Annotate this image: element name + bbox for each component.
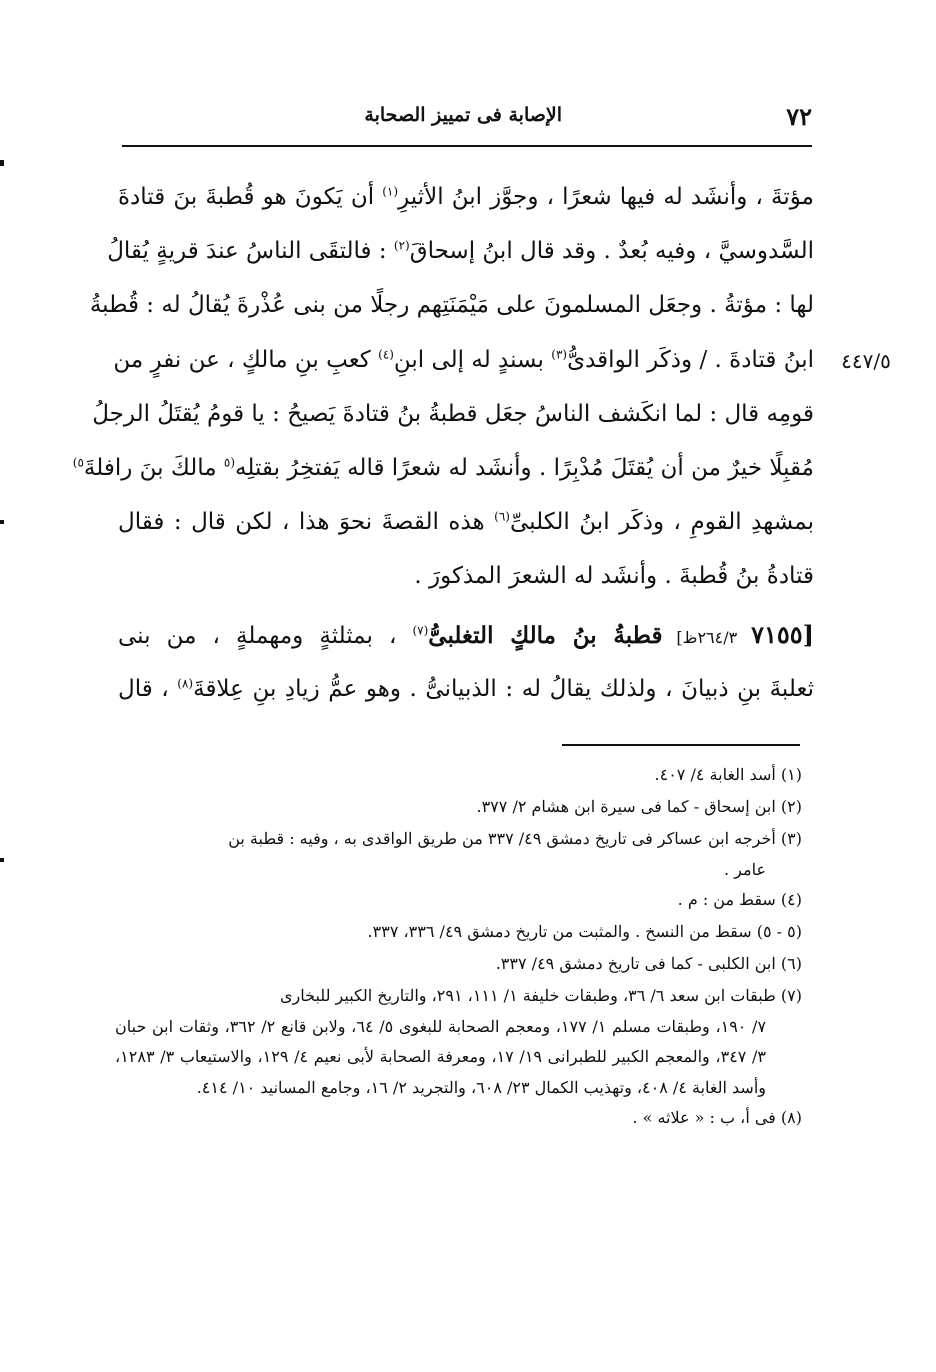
scan-edge-mark — [0, 520, 4, 524]
text-line-6: مُقبِلًا خيرٌ من أن يُقتَلَ مُدْبِرًا . وأنشَد له شعرًا قاله يَفتخِرُ بقتلِه$^{(٥}$ مالكَ بنَ رافلةَ$^{٥)}$ — [72, 454, 814, 481]
running-title: الإصابة فى تمييز الصحابة — [364, 104, 562, 126]
margin-note: ٤٤٧/٥ — [841, 349, 891, 373]
footnote-5: (٥ - ٥) سقط من النسخ . والمثبت من تاريخ دمشق ٤٩/ ٣٣٦، ٣٣٧. — [367, 922, 802, 941]
footnote-1: (١) أسد الغابة ٤/ ٤٠٧. — [654, 765, 802, 784]
page-number: ٧٢ — [786, 102, 812, 131]
scan-edge-mark — [0, 858, 4, 862]
footnote-ref: (٨) — [177, 676, 194, 691]
text-line-2: السَّدوسيَّ ، وفيه بُعدٌ . وقد قال ابنُ إسحاقَ$^{(٢)}$ : فالتقَى الناسُ عندَ قريةٍ يُقالُ — [107, 238, 814, 265]
footnotes — [115, 760, 802, 1135]
footnote-ref: (٦) — [494, 509, 510, 524]
entry-name: قطبةُ بنُ مالكٍ التغلبىُّ — [428, 621, 663, 649]
footnote-ref: (٢) — [393, 238, 410, 253]
footnote-4: (٤) سقط من : م . — [677, 890, 802, 909]
footnote-8: (٨) فى أ، ب : « علاثه » . — [632, 1108, 802, 1127]
entry-reference: ٢٦٤/٣ظ] — [662, 627, 752, 647]
footnote-ref: (٥ — [223, 455, 236, 470]
text-line-10: ثعلبةَ بنِ ذبيانَ ، ولذلك يقالُ له : الذبيانىُّ . وهو عمُّ زيادِ بنِ عِلاقةَ$^{(٨)}$ ، قال — [118, 675, 814, 702]
text-line-7: بمشهدِ القومِ ، وذكَر ابنُ الكلبىِّ$^{(٦)}$ هذه القصةَ نحوَ هذا ، لكن قال : فقال — [118, 509, 814, 536]
scan-edge-mark — [0, 160, 4, 166]
footnote-ref: (٤) — [378, 346, 394, 361]
entry-heading-line: [٧١٥٥ ٢٦٤/٣ظ] قطبةُ بنُ مالكٍ التغلبىُّ$^{(٧)}$ ، بمثلثةٍ ومهملةٍ ، من بنى — [118, 619, 814, 649]
footnote-ref: (٧) — [412, 622, 429, 637]
page-header — [122, 96, 812, 136]
text-line-4: ابنُ قتادةَ . / وذكَر الواقدىُّ$^{(٣)}$ بسندٍ له إلى ابنِ$^{(٤)}$ كعبِ بنِ مالكٍ ، عن نفرٍ من — [113, 346, 814, 373]
footnote-rule — [562, 744, 800, 746]
text-line-5: قومِه قال : لما انكَشف الناسُ جعَل قطبةُ بنُ قتادةَ يَصيحُ : يا قومُ يُقتَلُ الرجلُ — [92, 400, 814, 427]
header-rule — [122, 145, 812, 147]
text-line-1: مؤتةَ ، وأنشَد له فيها شعرًا ، وجوَّز ابنُ الأثيرِ$^{(١)}$ أن يَكونَ هو قُطبةَ بنَ قتادةَ — [118, 184, 814, 210]
main-text — [72, 170, 814, 716]
entry-number: [٧١٥٥ — [751, 619, 814, 649]
text-line-8: قتادةُ بنُ قُطبةَ . وأنشَد له الشعرَ المذكورَ . — [414, 563, 814, 590]
footnote-7: (٧) طبقات ابن سعد ٦/ ٣٦، وطبقات خليفة ١/ ١١١، ٢٩١، والتاريخ الكبير للبخارى ٧/ ١٩٠، وطبقات مسلم ١/ ١٧٧، ومعجم الصحابة للبغوى ٥/ ٦٤، ولابن قانع ٢/ ٣٦٢، وثقات ابن حبان ٣/ ٣٤٧، والمعجم الكبير للطبرانى ١٩/ ١٧، ومعرفة الصحابة لأبى نعيم ٤/ ١٢٩، والاستيعاب ٣/ ١٢٨٣، وأسد الغابة ٤/ ٤٠٨، وتهذيب الكمال ٢٣/ ٦٠٨، والتجريد ٢/ ١٦، وجامع المسانيد ١٠/ ٤١٤. — [115, 986, 802, 1097]
text-line-3: لها : مؤتةُ . وجعَل المسلمونَ على مَيْمَنَتِهم رجلًا من بنى عُذْرةَ يُقالُ له : قُطبةُ — [89, 292, 814, 319]
footnote-6: (٦) ابن الكلبى - كما فى تاريخ دمشق ٤٩/ ٣٣٧. — [495, 954, 802, 973]
footnote-ref: (٣) — [551, 346, 568, 361]
footnote-ref: (١) — [382, 184, 399, 199]
footnote-ref: ٥) — [72, 455, 84, 470]
footnote-3: (٣) أخرجه ابن عساكر فى تاريخ دمشق ٤٩/ ٣٣٧ من طريق الواقدى به ، وفيه : قطبة بن عامر . — [228, 829, 802, 879]
footnote-2: (٢) ابن إسحاق - كما فى سيرة ابن هشام ٢/ ٣٧٧. — [476, 797, 802, 816]
